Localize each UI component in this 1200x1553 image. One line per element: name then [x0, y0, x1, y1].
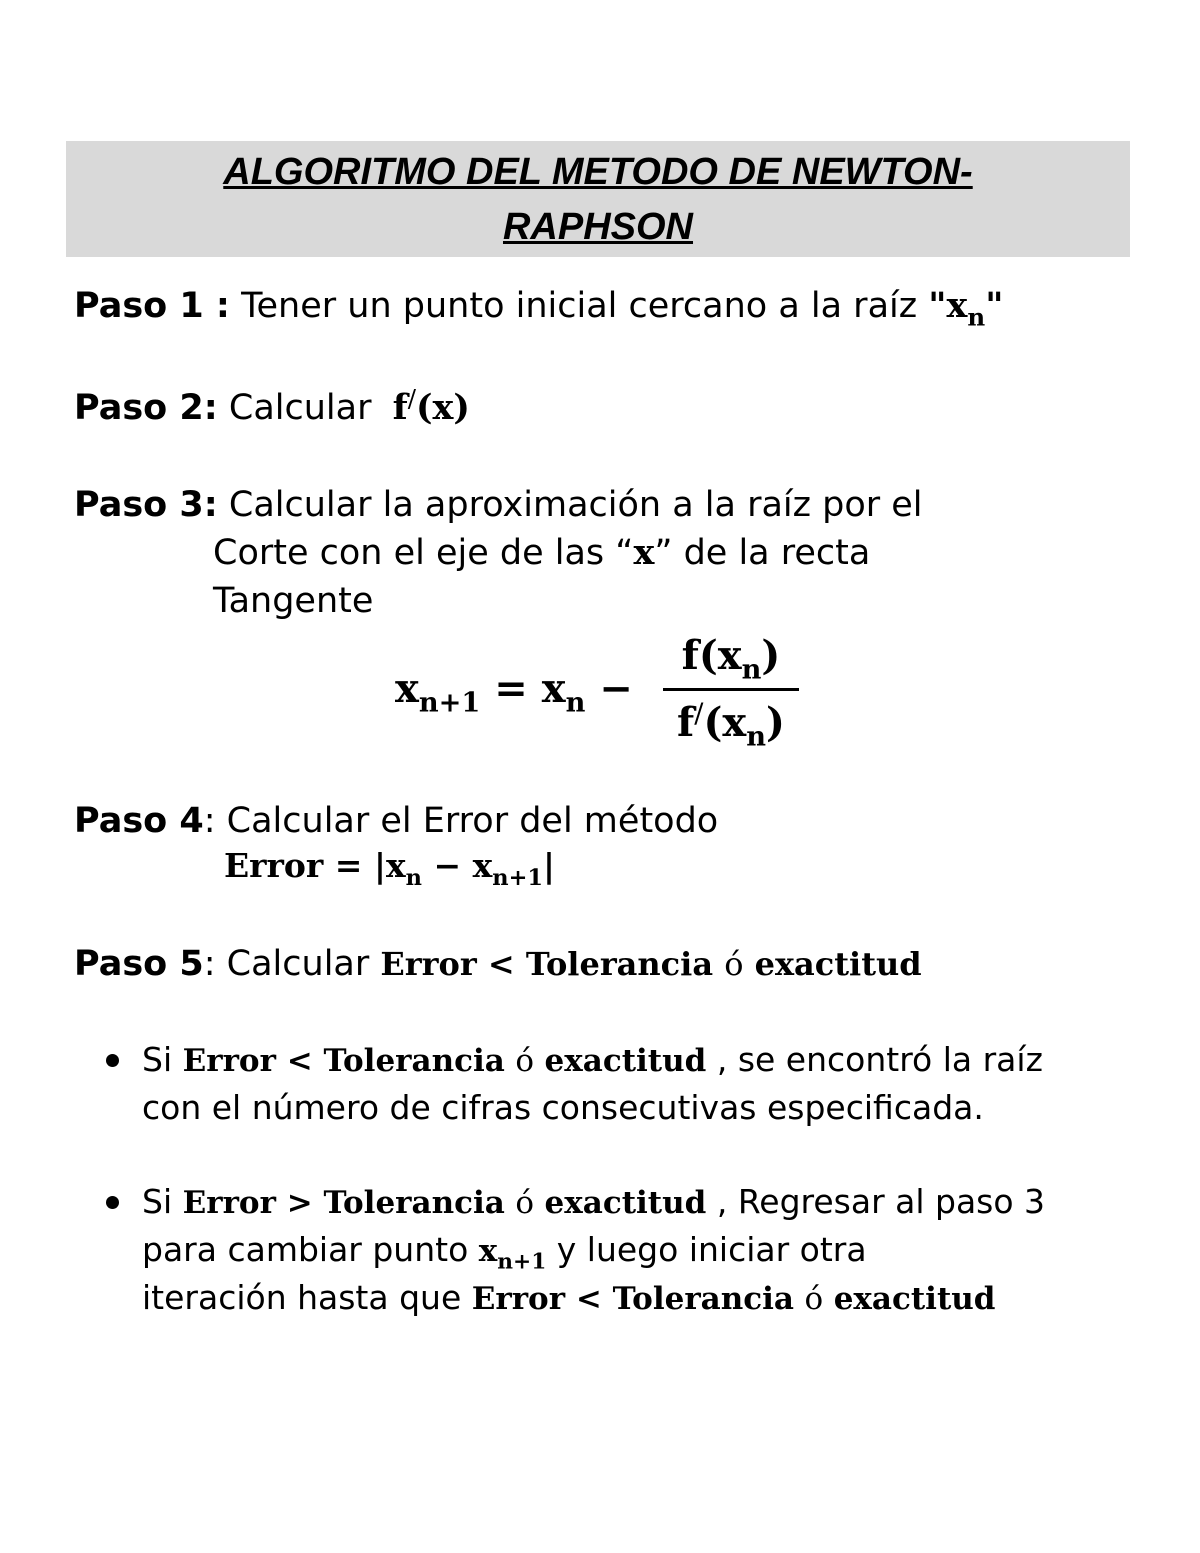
paso-4-label: Paso 4	[74, 801, 204, 841]
paso-4-text: : Calcular el Error del método	[203, 801, 719, 841]
den-post: )	[766, 699, 785, 746]
paso-4	[74, 797, 718, 845]
bullet-1-si: Si	[142, 1040, 173, 1079]
bullet-2-line-2a: para cambiar punto	[142, 1230, 469, 1269]
bullet-2-o: ó	[515, 1185, 535, 1221]
lhs-var: x	[395, 665, 419, 712]
den-sub: n	[746, 720, 766, 753]
bullet-2-line-3-o: ó	[804, 1281, 824, 1317]
rhs-sub: n	[565, 686, 586, 719]
paso-5-text: : Calcular	[203, 944, 370, 984]
var-x: x	[478, 1233, 498, 1269]
sub-n: n	[967, 302, 986, 332]
paso-5-o: ó	[724, 945, 744, 983]
paso-3-line-1: Calcular la aproximación a la raíz por el	[228, 485, 923, 525]
f: f	[392, 387, 408, 428]
err-post: |	[543, 846, 556, 885]
formula-lhs	[395, 665, 633, 719]
num-pre: f(x	[681, 632, 742, 679]
paso-1-text: Tener un punto inicial cercano a la raíz	[241, 286, 918, 326]
title-line-2: RAPHSON	[502, 206, 694, 248]
paso-3-x: x	[633, 532, 655, 573]
paso-2-text: Calcular	[228, 388, 372, 428]
err-sub-1: n	[405, 864, 422, 891]
paso-2-derivative	[392, 383, 470, 428]
denominator	[663, 691, 799, 751]
err-pre: Error = |x	[224, 846, 406, 885]
bullet-2-xn1	[478, 1233, 547, 1275]
err-mid: − x	[421, 846, 493, 885]
title-box	[66, 141, 1130, 257]
paso-2-label: Paso 2:	[74, 388, 218, 428]
num-post: )	[761, 632, 781, 679]
paso-3-line-2b: ” de la recta	[654, 533, 871, 573]
error-formula	[224, 842, 555, 890]
prime: /	[407, 383, 416, 413]
var-x: x	[946, 285, 968, 326]
bullet-1-word: exactitud	[544, 1043, 707, 1079]
paso-3-line-3: Tangente	[213, 581, 374, 621]
paso-5	[74, 940, 922, 988]
bullet-2-rest: , Regresar al paso 3	[716, 1182, 1046, 1221]
den-f: f	[677, 699, 695, 746]
paso-1	[74, 282, 1003, 330]
bullet-1-o: ó	[515, 1043, 535, 1079]
paso-1-xn	[928, 285, 1004, 332]
paso-5-word: exactitud	[754, 945, 922, 983]
paso-3-line-2a: Corte con el eje de las “	[213, 533, 634, 573]
bullet-2-cond: Error > Tolerancia	[182, 1185, 505, 1221]
bullet-2-si: Si	[142, 1182, 173, 1221]
bullet-1-dot	[106, 1054, 119, 1067]
bullet-2-line-3a: iteración hasta que	[142, 1278, 462, 1317]
quote-close: "	[985, 285, 1004, 326]
paso-3	[74, 481, 923, 529]
bullet-2-line-2b: y luego iniciar otra	[556, 1230, 867, 1269]
minus: −	[585, 665, 633, 712]
paso-1-label: Paso 1 :	[74, 286, 230, 326]
paso-3-line-2	[213, 529, 870, 577]
bullet-1-cond: Error < Tolerancia	[182, 1043, 505, 1079]
bullet-1-line-1	[142, 1036, 1043, 1085]
den-prime: /	[694, 698, 704, 730]
paso-5-cond: Error < Tolerancia	[380, 945, 714, 983]
bullet-2-line-2	[142, 1226, 867, 1275]
equals: =	[480, 665, 542, 712]
bullet-2-line-1	[142, 1178, 1045, 1227]
paso-5-label: Paso 5	[74, 944, 204, 984]
newton-formula	[395, 628, 815, 754]
paso-2	[74, 384, 470, 432]
bullet-2-dot	[106, 1196, 119, 1209]
title-line-1: ALGORITMO DEL METODO DE NEWTON-	[223, 151, 973, 193]
quote-open: "	[928, 285, 947, 326]
den-pre: (x	[703, 699, 747, 746]
bullet-1-rest: , se encontró la raíz	[716, 1040, 1043, 1079]
bullet-1-line-2: con el número de cifras consecutivas especificada.	[142, 1088, 984, 1127]
bullet-2-line-3-word: exactitud	[833, 1281, 996, 1317]
bullet-2-line-3-cond: Error < Tolerancia	[471, 1281, 795, 1317]
num-sub: n	[741, 653, 762, 686]
lhs-sub: n+1	[418, 686, 481, 719]
paso-3-label: Paso 3:	[74, 485, 218, 525]
arg: (x)	[415, 387, 470, 428]
sub-n1: n+1	[497, 1249, 547, 1275]
fraction	[663, 628, 799, 751]
err-sub-2: n+1	[492, 864, 544, 891]
numerator	[663, 628, 799, 688]
bullet-2-word: exactitud	[544, 1185, 707, 1221]
bullet-2-line-3	[142, 1274, 995, 1323]
rhs-var: x	[541, 665, 566, 712]
